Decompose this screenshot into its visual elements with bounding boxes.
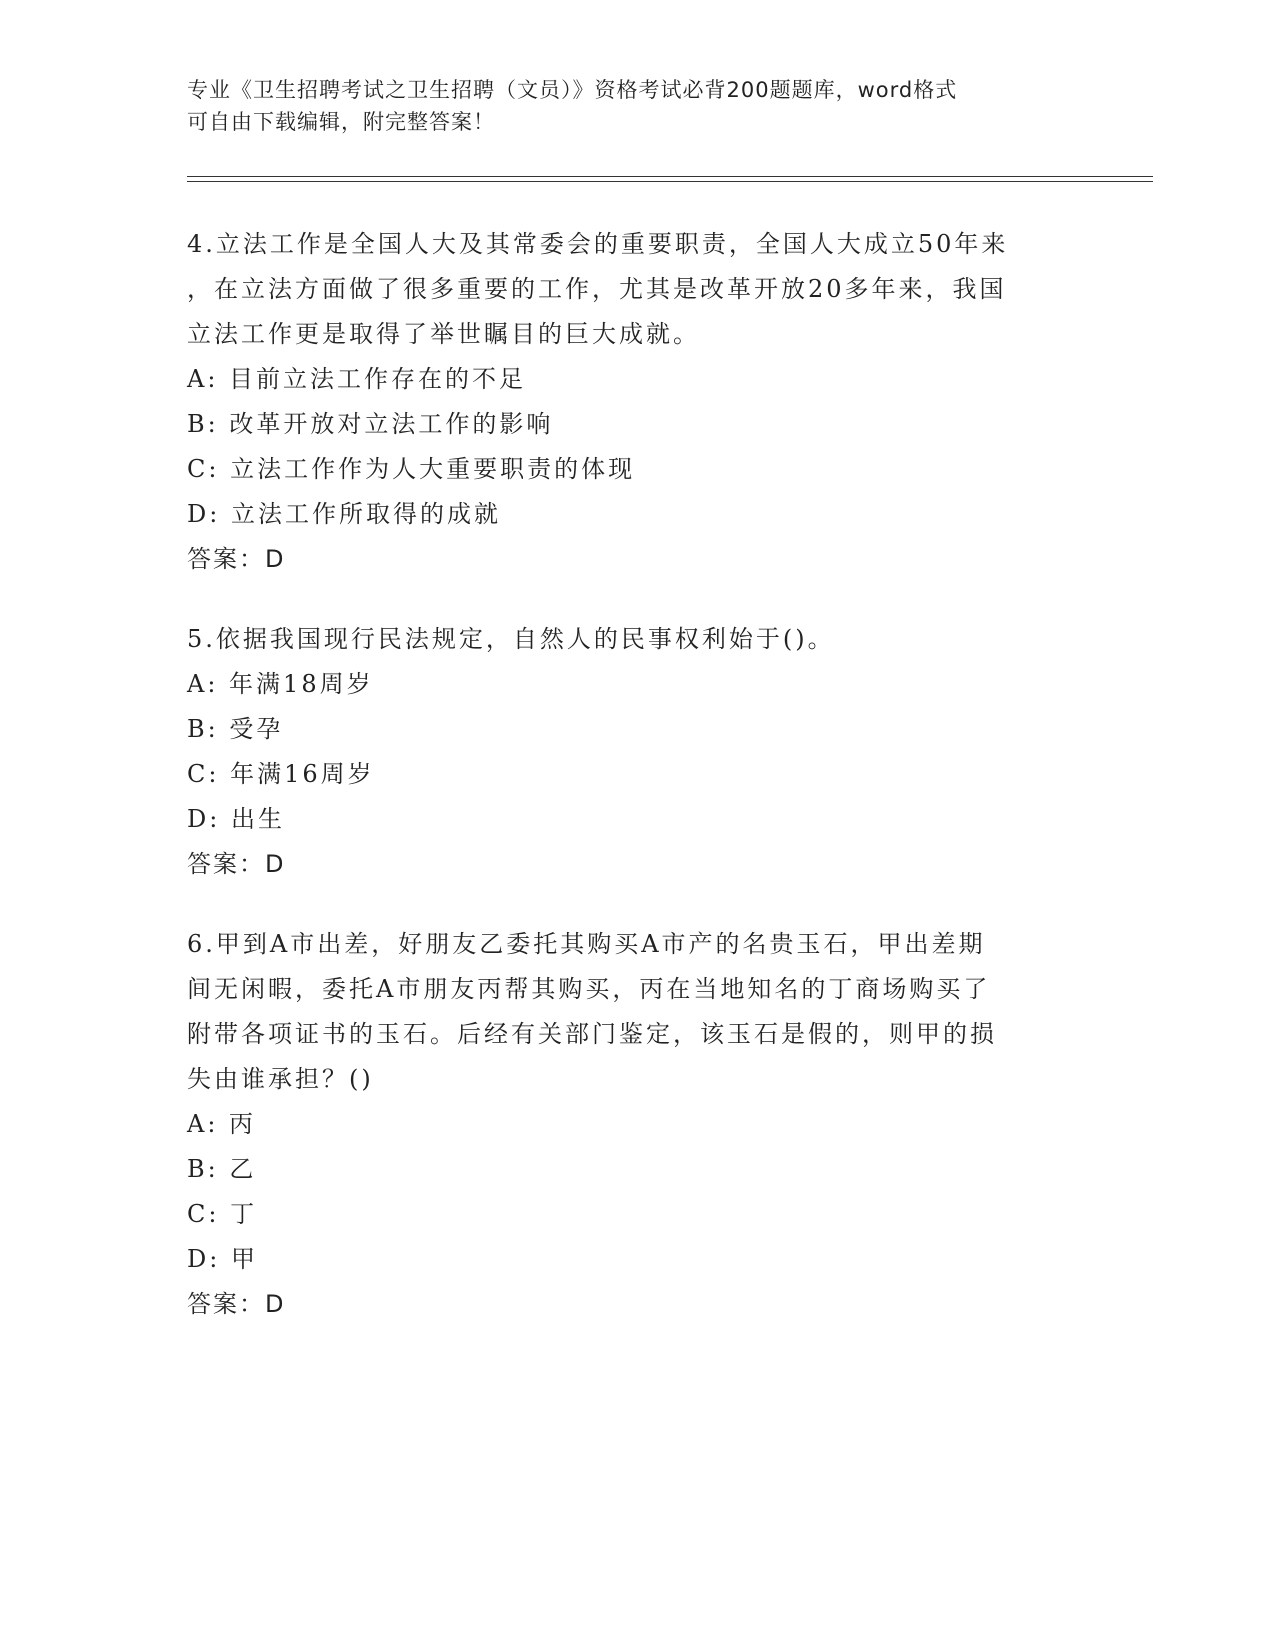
header-title-line-1: 专业《卫生招聘考试之卫生招聘（文员）》资格考试必背200题题库，word格式	[187, 78, 958, 102]
answer-line	[187, 537, 1087, 582]
option-a: A: 目前立法工作存在的不足	[187, 365, 527, 393]
header-title-line-2: 可自由下载编辑，附完整答案！	[187, 110, 495, 134]
question-text-line: ，在立法方面做了很多重要的工作，尤其是改革开放20多年来，我国	[187, 275, 1007, 303]
question-text-line: 失由谁承担？()	[187, 1065, 374, 1093]
question-4	[187, 222, 1087, 582]
option-a: A: 年满18周岁	[187, 670, 374, 698]
option-b: B: 乙	[187, 1155, 257, 1183]
option-b: B: 受孕	[187, 715, 284, 743]
answer-line	[187, 1282, 1087, 1327]
answer-line	[187, 842, 1087, 887]
answer-value: D	[265, 1290, 285, 1318]
option-b: B: 改革开放对立法工作的影响	[187, 410, 554, 438]
option-d: D: 立法工作所取得的成就	[187, 500, 501, 528]
question-6	[187, 922, 1087, 1327]
option-d: D: 甲	[187, 1245, 258, 1273]
answer-label: 答案：	[187, 1290, 265, 1318]
answer-label: 答案：	[187, 545, 265, 573]
header-divider-bottom	[187, 181, 1153, 182]
option-a: A: 丙	[187, 1110, 257, 1138]
question-text-line: 5.依据我国现行民法规定，自然人的民事权利始于()。	[187, 625, 835, 653]
document-header	[187, 74, 1087, 138]
option-c: C: 年满16周岁	[187, 760, 375, 788]
answer-value: D	[265, 850, 285, 878]
question-text-line: 附带各项证书的玉石。后经有关部门鉴定，该玉石是假的，则甲的损	[187, 1020, 997, 1048]
answer-label: 答案：	[187, 850, 265, 878]
question-text-line: 6.甲到A市出差，好朋友乙委托其购买A市产的名贵玉石，甲出差期	[187, 930, 986, 958]
option-c: C: 立法工作作为人大重要职责的体现	[187, 455, 636, 483]
answer-value: D	[265, 545, 285, 573]
question-5	[187, 617, 1087, 887]
question-text-line: 4.立法工作是全国人大及其常委会的重要职责，全国人大成立50年来	[187, 230, 1009, 258]
header-divider-top	[187, 176, 1153, 177]
question-text-line: 间无闲暇，委托A市朋友丙帮其购买，丙在当地知名的丁商场购买了	[187, 975, 991, 1003]
option-c: C: 丁	[187, 1200, 258, 1228]
question-text-line: 立法工作更是取得了举世瞩目的巨大成就。	[187, 320, 700, 348]
option-d: D: 出生	[187, 805, 285, 833]
